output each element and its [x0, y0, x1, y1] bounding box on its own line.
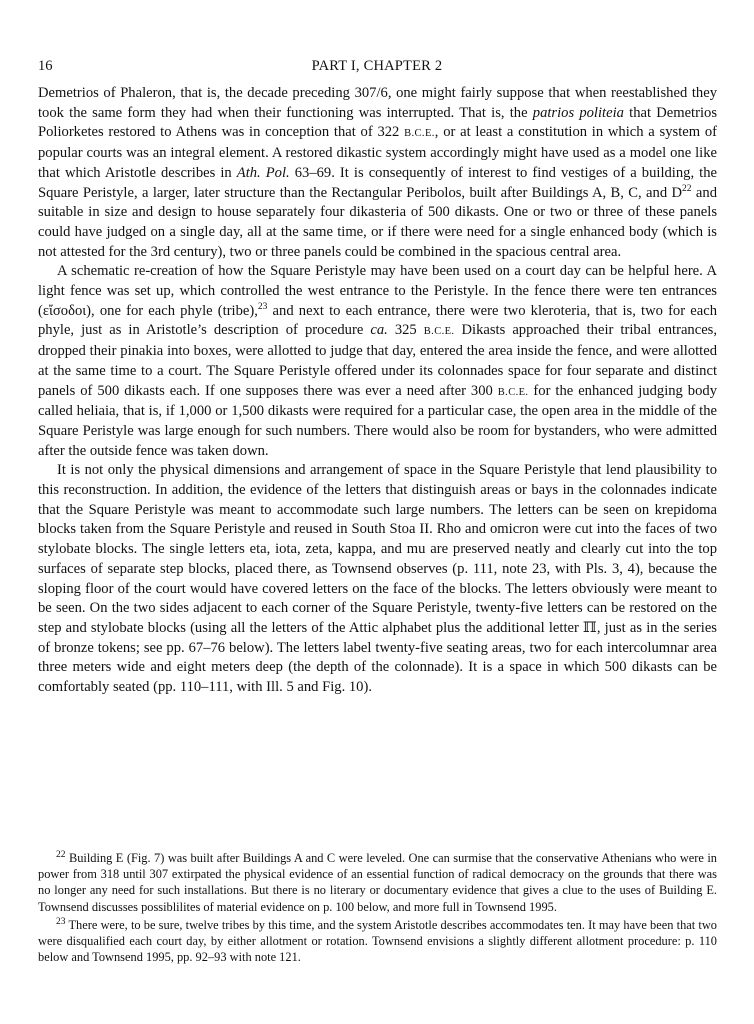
page-header: [38, 58, 716, 78]
paragraph-3: It is not only the physical dimensions and arrangement of space in the Square Peristyle that lend plausibility to this reconstruction. In addition, the evidence of the letters that distinguish areas or bays in the colonnades indicate that the Square Peristyle was meant to accommodate such large numbers. The letters can be seen on krepidoma blocks taken from the Square Peristyle and reused in South Stoa II. Rho and omicron were cut into the faces of two stylobate blocks. The single letters eta, iota, zeta, kappa, and mu are preserved neatly and clearly cut into the top surfaces of separate step blocks, placed there, as Townsend observes (p. 111, note 23, with Pls. 3, 4), because the sloping floor of the court would have covered letters on the face of the blocks. The letters obviously were meant to be seen. On the two sides adjacent to each corner of the Square Peristyle, twenty-five letters can be restored on the step and stylobate blocks (using all the letters of the Attic alphabet plus the additional letter ℿ, just as in the series of bronze tokens; see pp. 67–76 below). The letters label twenty-five seating areas, two for each intercolumnar area three meters wide and eight meters deep (the depth of the colonnade). It is a space in which 500 dikasts can be comfortably seated (pp. 110–111, with Ill. 5 and Fig. 10).: [38, 462, 717, 696]
paragraph-1: Demetrios of Phaleron, that is, the decade preceding 307/6, one might fairly suppose that when reestablished they took the same form they had when their functioning was interrupted. That is, the patrios politeia that Demetrios Poliorketes restored to Athens was in conception that of 322 B.C.E., or at least a constitution in which a system of popular courts was an integral element. A restored dikastic system accordingly might have used as a model one like that which Aristotle describes in Ath. Pol. 63–69. It is consequently of interest to find vestiges of a building, the Square Peristyle, a larger, later structure than the Rectangular Peribolos, built after Buildings A, B, C, and $D^{22}$ and suitable in size and design to house separately four dikasteria of 500 dikasts. One or two or three of these panels could have judged on a single day, all at the same time, or if there were need for a single enhanced body (which is not attested for the 3rd century), two or three panels could be combined in the spacious central area.: [38, 85, 718, 260]
footnote-23: $^{23}$ There were, to be sure, twelve tribes by this time, and the system Aristotle describes accommodates ten. It may have been that two were disqualified each court day, by either allotment or rotation. Townsend envisions a slightly different allotment procedure: p. 110 below and Townsend 1995, pp. 92–93 with note 121.: [38, 916, 717, 965]
footnote-22: $^{22}$ Building E (Fig. 7) was built after Buildings A and C were leveled. One can surmise that the conservative Athenians who were in power from 318 until 307 extirpated the physical evidence of an essential function of radical democracy on the grounds that there was no longer any need for such installations. But there is no literary or documentary evidence that gives a clue to the uses of Building E. Townsend discusses possiblilites of material evidence on p. 100 below, and more full in Townsend 1995.: [38, 849, 717, 914]
footnotes: [38, 850, 717, 967]
footnote-ref-23[interactable]: 23: [257, 301, 268, 312]
footnote-number-22: 22: [56, 849, 66, 860]
page-number: 16: [38, 58, 53, 74]
footnote-ref-22[interactable]: 22: [682, 183, 692, 194]
footnote-number-23: 23: [56, 916, 66, 927]
body-text: [38, 84, 717, 698]
paragraph-2: A schematic re-creation of how the Square Peristyle may have been used on a court day can be helpful here. A light fence was set up, which controlled the west entrance to the Peristyle. In the fence there were ten entrances (εἴσοδοι), one for each phyle (tribe),$^{23}$ and next to each entrance, there were two kleroteria, that is, two for each phyle, just as in Aristotle’s description of procedure ca. 325 B.C.E. Dikasts approached their tribal entrances, dropped their pinakia into boxes, were allotted to judge that day, entered the area inside the fence, and were allotted at the same time to a court. The Square Peristyle offered under its colonnades space for four separate and distinct panels of 500 dikasts each. If one supposes there was ever a need after 300 B.C.E. for the enhanced judging body called heliaia, that is, if 1,000 or 1,500 dikasts were required for a particular case, the open area in the middle of the Square Peristyle was large enough for such numbers. There would also be room for bystanders, who were admitted after the outside fence was taken down.: [38, 263, 717, 459]
running-head: PART I, CHAPTER 2: [311, 58, 443, 74]
